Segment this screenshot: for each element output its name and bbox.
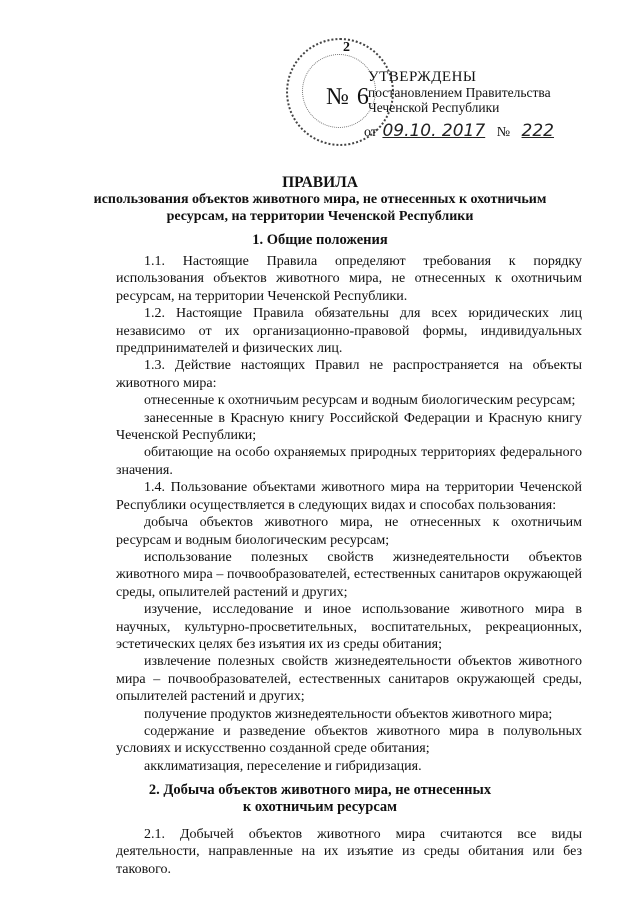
list-item: обитающие на особо охраняемых природных территориях федерального значения.	[116, 445, 582, 478]
page-number: 2	[343, 40, 350, 55]
list-item: использование полезных свойств жизнедеятельности объектов животного мира – почвообразователей, естественных санитаров окружающей среды, опылителей растений и других;	[116, 549, 582, 600]
list-item: содержание и разведение объектов животного мира в полувольных условиях и искусственно созданной среде обитания;	[116, 723, 582, 757]
list-item: изучение, исследование и иное использование животного мира в научных, культурно-просветительных, воспитательных, рекреационных, эстетических целях без изъятия их из среды обитания;	[116, 602, 582, 652]
list-item: получение продуктов жизнедеятельности объектов животного мира;	[144, 706, 553, 722]
handwritten-date: 09.10. 2017	[382, 121, 486, 141]
handwritten-number: 222	[521, 121, 554, 141]
paragraph: 1.3. Действие настоящих Правил не распространяется на объекты животного мира:	[116, 358, 582, 391]
paragraph: 1.4. Пользование объектами животного мира на территории Чеченской Республики осуществляется в следующих видах и способах пользования:	[116, 480, 582, 513]
section-2-heading	[0, 782, 640, 816]
number-label: №	[496, 125, 511, 140]
approval-block	[368, 70, 551, 115]
from-label: от	[364, 125, 377, 140]
section-2-heading-line-1: 2. Добыча объектов животного мира, не отнесенных	[148, 782, 492, 798]
approval-heading: УТВЕРЖДЕНЫ	[368, 69, 477, 85]
document-subtitle	[90, 191, 550, 225]
list-item: добыча объектов животного мира, не отнесенных к охотничьим ресурсам и водным биологическим ресурсам;	[116, 515, 582, 548]
section-2-heading-line-2: к охотничьим ресурсам	[242, 799, 398, 815]
approval-line-2: Чеченской Республики	[368, 100, 500, 115]
approval-line-1: постановлением Правительства	[368, 85, 551, 100]
subtitle-line-2: ресурсам, на территории Чеченской Республики	[166, 209, 474, 224]
section-1-body	[116, 253, 582, 775]
list-item: отнесенные к охотничьим ресурсам и водным биологическим ресурсам;	[144, 393, 576, 409]
paragraph: 1.2. Настоящие Правила обязательны для всех юридических лиц независимо от их организационно-правовой формы, индивидуальных предпринимателей и физических лиц.	[116, 306, 582, 357]
section-1-heading: 1. Общие положения	[252, 232, 388, 248]
approval-date-line	[364, 121, 554, 141]
subtitle-line-1: использования объектов животного мира, не отнесенных к охотничьим	[93, 192, 547, 207]
list-item: занесенные в Красную книгу Российской Федерации и Красную книгу Чеченской Республики;	[116, 410, 582, 444]
list-item: акклиматизация, переселение и гибридизация.	[144, 758, 422, 774]
paragraph: 1.1. Настоящие Правила определяют требования к порядку использования объектов животного мира, не отнесенных к охотничьим ресурсам, на территории Чеченской Республики.	[116, 254, 582, 304]
list-item: извлечение полезных свойств жизнедеятельности объектов животного мира – почвообразователей, естественных санитаров окружающей среды, опылителей растений и других;	[116, 654, 582, 705]
stamp-document-number: № 6	[326, 84, 370, 110]
paragraph: 2.1. Добычей объектов животного мира считаются все виды деятельности, направленные на их изъятие из среды обитания или без такового.	[116, 827, 582, 877]
section-2-body	[116, 826, 582, 878]
document-title: ПРАВИЛА	[282, 174, 358, 191]
